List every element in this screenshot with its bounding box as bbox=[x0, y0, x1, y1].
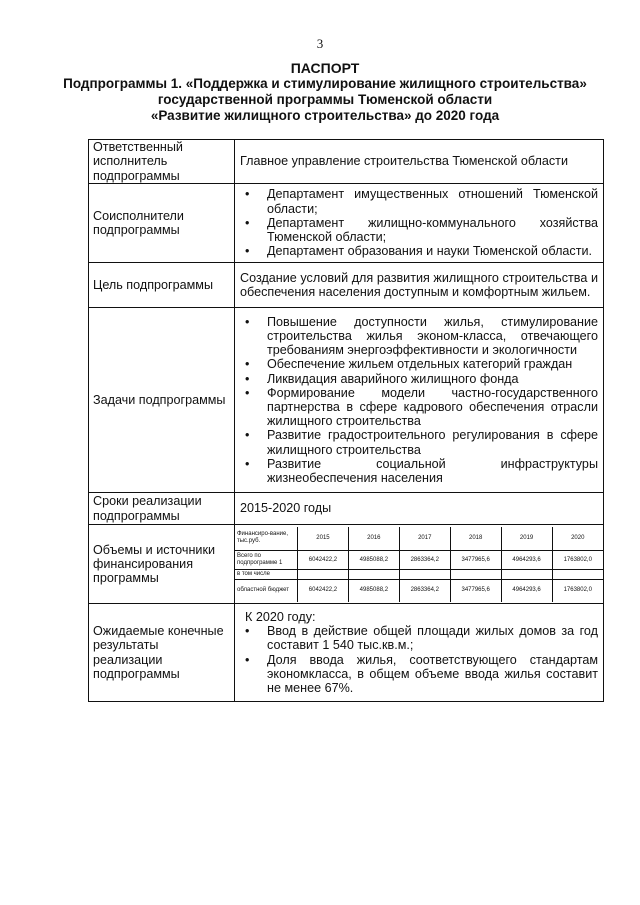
executor-label: Ответственный исполнитель подпрограммы bbox=[89, 140, 235, 184]
tasks-list bbox=[240, 315, 598, 485]
tasks-value bbox=[235, 308, 604, 493]
regional-cell: 4964293,6 bbox=[501, 580, 552, 602]
year-cell: 2016 bbox=[348, 527, 399, 551]
row-terms bbox=[89, 493, 604, 525]
row-executor bbox=[89, 140, 604, 184]
empty-cell bbox=[501, 570, 552, 580]
total-cell: 6042422,2 bbox=[298, 551, 349, 570]
table-row bbox=[235, 570, 603, 580]
finance-table bbox=[235, 527, 603, 602]
total-cell: 4964293,6 bbox=[501, 551, 552, 570]
regional-label: областной бюджет bbox=[235, 580, 298, 602]
passport-table bbox=[88, 139, 604, 702]
empty-cell bbox=[348, 570, 399, 580]
coexecutors-list bbox=[240, 187, 598, 258]
terms-value: 2015-2020 годы bbox=[235, 493, 604, 525]
page-number: 3 bbox=[316, 36, 324, 51]
list-item: • Департамент жилищно-коммунального хозяйства Тюменской области; bbox=[240, 216, 598, 244]
list-item: • Повышение доступности жилья, стимулирование строительства жилья эконом-класса, отвечающего требованиям энергоэффективности и экологичности bbox=[240, 315, 598, 358]
row-finance bbox=[89, 525, 604, 604]
regional-cell: 4985088,2 bbox=[348, 580, 399, 602]
empty-cell bbox=[298, 570, 349, 580]
row-tasks bbox=[89, 308, 604, 493]
goal-value: Создание условий для развития жилищного строительства и обеспечения населения доступным и комфортным жильем. bbox=[235, 263, 604, 308]
goal-label: Цель подпрограммы bbox=[89, 263, 235, 308]
including-label: в том числе bbox=[235, 570, 298, 580]
list-item: • Департамент имущественных отношений Тюменской области; bbox=[240, 187, 598, 215]
total-label: Всего по подпрограмме 1 bbox=[235, 551, 298, 570]
total-cell: 1763802,0 bbox=[552, 551, 603, 570]
finance-label: Объемы и источники финансирования программы bbox=[89, 525, 235, 604]
title-line-2: Подпрограммы 1. «Поддержка и стимулирование жилищного строительства» bbox=[63, 76, 587, 91]
coexecutors-value bbox=[235, 184, 604, 263]
title-line-3: государственной программы Тюменской области bbox=[157, 92, 493, 107]
row-goal bbox=[89, 263, 604, 308]
tasks-label: Задачи подпрограммы bbox=[89, 308, 235, 493]
list-item: • Ликвидация аварийного жилищного фонда bbox=[240, 372, 598, 386]
empty-cell bbox=[450, 570, 501, 580]
regional-cell: 1763802,0 bbox=[552, 580, 603, 602]
finance-value bbox=[235, 525, 604, 604]
list-item: • Формирование модели частно-государственного партнерства в сфере кадрового обеспечения отрасли жилищного строительства bbox=[240, 386, 598, 429]
coexecutors-label: Соисполнители подпрограммы bbox=[89, 184, 235, 263]
empty-cell bbox=[399, 570, 450, 580]
year-cell: 2017 bbox=[399, 527, 450, 551]
table-row bbox=[235, 527, 603, 551]
list-item: • Ввод в действие общей площади жилых домов за год составит 1 540 тыс.кв.м.; bbox=[240, 624, 598, 652]
row-coexecutors bbox=[89, 184, 604, 263]
results-list bbox=[240, 624, 598, 695]
total-cell: 2863364,2 bbox=[399, 551, 450, 570]
table-row bbox=[235, 580, 603, 602]
list-item: • Обеспечение жильем отдельных категорий граждан bbox=[240, 357, 598, 371]
regional-cell: 6042422,2 bbox=[298, 580, 349, 602]
list-item: • Доля ввода жилья, соответствующего стандартам экономкласса, в общем объеме ввода жилья составит не менее 67%. bbox=[240, 653, 598, 696]
title-passport: ПАСПОРТ bbox=[290, 60, 360, 76]
row-results bbox=[89, 604, 604, 702]
list-item: • Развитие социальной инфраструктуры жизнеобеспечения населения bbox=[240, 457, 598, 485]
finance-header-label: Финансиро-вание, тыс.руб. bbox=[235, 527, 298, 551]
year-cell: 2018 bbox=[450, 527, 501, 551]
regional-cell: 3477965,6 bbox=[450, 580, 501, 602]
executor-value: Главное управление строительства Тюменской области bbox=[235, 140, 604, 184]
table-row bbox=[235, 551, 603, 570]
results-intro: К 2020 году: bbox=[245, 609, 316, 624]
year-cell: 2019 bbox=[501, 527, 552, 551]
results-label: Ожидаемые конечные результаты реализации подпрограммы bbox=[89, 604, 235, 702]
year-cell: 2015 bbox=[298, 527, 349, 551]
total-cell: 3477965,6 bbox=[450, 551, 501, 570]
list-item: • Департамент образования и науки Тюменской области. bbox=[240, 244, 598, 258]
results-value bbox=[235, 604, 604, 702]
total-cell: 4985088,2 bbox=[348, 551, 399, 570]
terms-label: Сроки реализации подпрограммы bbox=[89, 493, 235, 525]
regional-cell: 2863364,2 bbox=[399, 580, 450, 602]
title-line-4: «Развитие жилищного строительства» до 2020 года bbox=[150, 108, 500, 123]
year-cell: 2020 bbox=[552, 527, 603, 551]
document-title bbox=[60, 60, 590, 124]
empty-cell bbox=[552, 570, 603, 580]
list-item: • Развитие градостроительного регулирования в сфере жилищного строительства bbox=[240, 428, 598, 456]
